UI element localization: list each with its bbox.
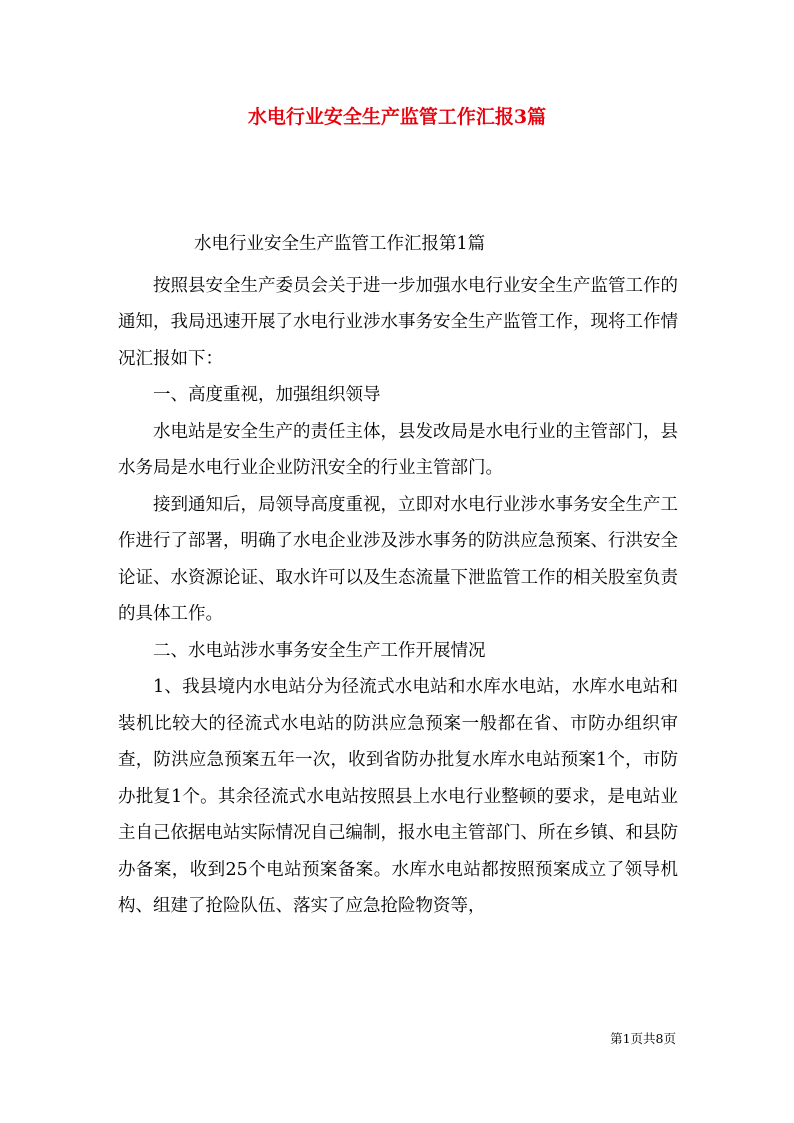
paragraph-responsibility: 水电站是安全生产的责任主体，县发改局是水电行业的主管部门，县水务局是水电行业企业防汛安全的行业主管部门。 [118, 421, 678, 478]
paragraph-intro: 按照县安全生产委员会关于进一步加强水电行业安全生产监管工作的通知，我局迅速开展了水电行业涉水事务安全生产监管工作，现将工作情况汇报如下： [118, 275, 678, 369]
heading-one: 一、高度重视，加强组织领导 [153, 385, 381, 405]
document-body [118, 226, 678, 925]
section-subtitle: 水电行业安全生产监管工作汇报第1篇 [194, 234, 486, 254]
page-number-footer: 第1页共8页 [610, 1031, 676, 1046]
document-title: 水电行业安全生产监管工作汇报3篇 [247, 106, 547, 128]
paragraph-deployment: 接到通知后，局领导高度重视，立即对水电行业涉水事务安全生产工作进行了部署，明确了水电企业涉及涉水事务的防洪应急预案、行洪安全论证、水资源论证、取水许可以及生态流量下泄监管工作的相关股室负责的具体工作。 [118, 494, 678, 624]
heading-two: 二、水电站涉水事务安全生产工作开展情况 [153, 640, 486, 661]
paragraph-plans: 1、我县境内水电站分为径流式水电站和水库水电站，水库水电站和装机比较大的径流式水电站的防洪应急预案一般都在省、市防办组织审查，防洪应急预案五年一次，收到省防办批复水库水电站预案1个，市防办批复1个。其余径流式水电站按照县上水电行业整顿的要求，是电站业主自己依据电站实际情况自己编制，报水电主管部门、所在乡镇、和县防办备案，收到25个电站预案备案。水库水电站都按照预案成立了领导机构、组建了抢险队伍、落实了应急抢险物资等， [118, 677, 678, 916]
